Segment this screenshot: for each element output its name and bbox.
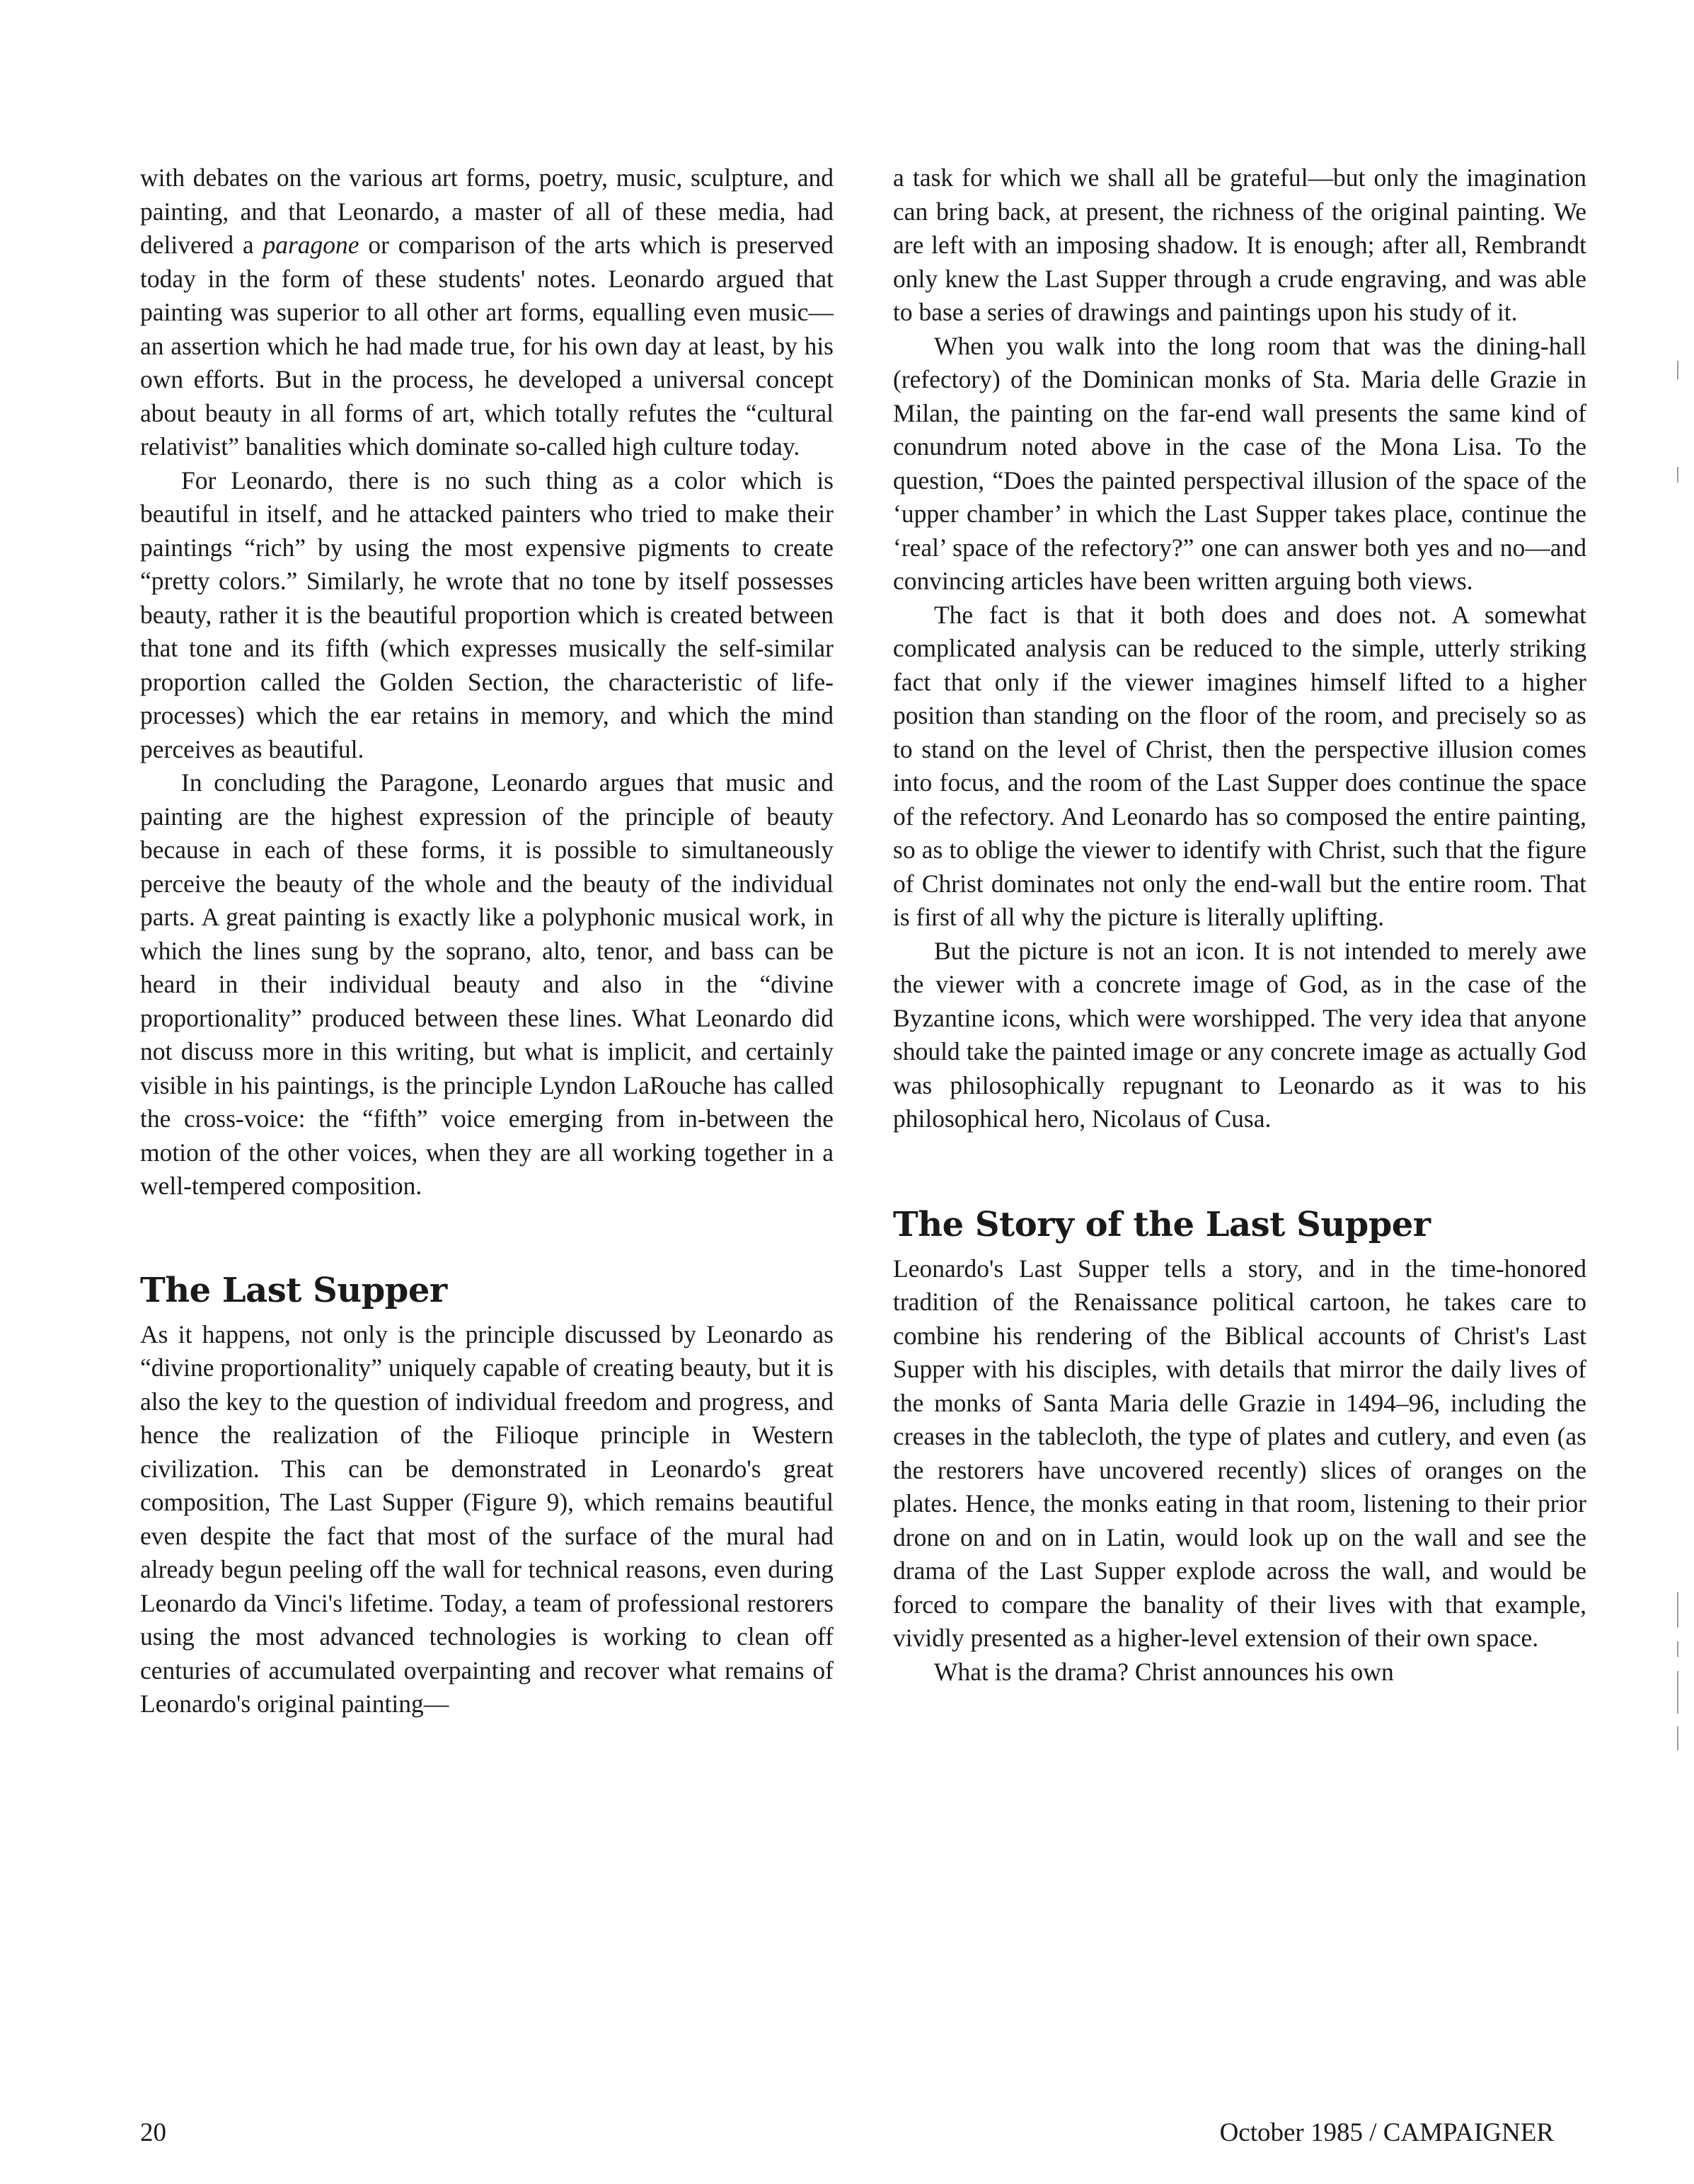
scan-artifact <box>1677 1641 1678 1657</box>
section-heading-last-supper: The Last Supper <box>140 1270 447 1310</box>
left-column <box>140 161 834 1721</box>
section-heading-story: The Story of the Last Supper <box>893 1204 1431 1244</box>
paragraph: But the picture is not an icon. It is not intended to merely awe the viewer with a concrete image of God, as in the case of the Byzantine icons, which were worshipped. The very idea that anyone should take the painted image or any concrete image as actually God was philosophically repugnant to Leonardo as it was to his philosophical hero, Nicolaus of Cusa. <box>893 936 1586 1133</box>
paragraph: In concluding the Paragone, Leonardo argues that music and painting are the highest expression of the principle of beauty because in each of these forms, it is possible to simultaneously perceive the beauty of the whole and the beauty of the individual parts. A great painting is exactly like a polyphonic musical work, in which the lines sung by the soprano, alto, tenor, and bass can be heard in their individual beauty and also in the “divine proportionality” produced between these lines. What Leonardo did not discuss more in this writing, but what is implicit, and certainly visible in his paintings, is the principle Lyndon LaRouche has called the cross-voice: the “fifth” voice emerging from in-between the motion of the other voices, when they are all working together in a well-tempered composition. <box>140 768 834 1200</box>
paragraph: with debates on the various art forms, poetry, music, sculpture, and painting, and that Leonardo, a master of all of these media, had delivered a paragone or comparison of the arts which is preserved today in the form of these students' notes. Leonardo argued that painting was superior to all other art forms, equalling even music—an assertion which he had made true, for his own day at least, by his own efforts. But in the process, he developed a universal concept about beauty in all forms of art, which totally refutes the “cultural relativist” banalities which dominate so-called high culture today. <box>140 163 834 461</box>
scan-artifact <box>1677 361 1678 379</box>
page-number: 20 <box>140 2118 166 2147</box>
paragraph: As it happens, not only is the principle discussed by Leonardo as “divine proportionality” uniquely capable of creating beauty, but it is also the key to the question of individual freedom and progress, and hence the realization of the Filioque principle in Western civilization. This can be demonstrated in Leonardo's great composition, The Last Supper (Figure 9), which remains beautiful even despite the fact that most of the surface of the mural had already begun peeling off the wall for technical reasons, even during Leonardo da Vinci's lifetime. Today, a team of professional restorers using the most advanced technologies is working to clean off centuries of accumulated overpainting and recover what remains of Leonardo's original painting— <box>140 1319 834 1718</box>
paragraph: What is the drama? Christ announces his own <box>934 1657 1394 1686</box>
paragraph: Leonardo's Last Supper tells a story, and in the time-honored tradition of the Renaissance political cartoon, he takes care to combine his rendering of the Biblical accounts of Christ's Last Supper with his disciples, with details that mirror the daily lives of the monks of Santa Maria delle Grazie in 1494–96, including the creases in the tablecloth, the type of plates and cutlery, and even (as the restorers have uncovered recently) slices of oranges on the plates. Hence, the monks eating in that room, listening to their prior drone on and on in Latin, would look up on the wall and see the drama of the Last Supper explode across the wall, and would be forced to compare the banality of their lives with that example, vividly presented as a higher-level extension of their own space. <box>893 1254 1586 1652</box>
issue-line: October 1985 / CAMPAIGNER <box>1219 2118 1554 2147</box>
scan-artifact <box>1677 1726 1678 1750</box>
paragraph: a task for which we shall all be grateful—but only the imagination can bring back, at present, the richness of the original painting. We are left with an imposing shadow. It is enough; after all, Rembrandt only knew the Last Supper through a crude engraving, and was able to base a series of drawings and paintings upon his study of it. <box>893 163 1586 326</box>
scan-artifact <box>1677 1592 1678 1627</box>
paragraph: For Leonardo, there is no such thing as a color which is beautiful in itself, and he attacked painters who tried to make their paintings “rich” by using the most expensive pigments to create “pretty colors.” Similarly, he wrote that no tone by itself possesses beauty, rather it is the beautiful proportion which is created between that tone and its fifth (which expresses musically the self-similar proportion called the Golden Section, the characteristic of life-processes) which the ear retains in memory, and which the mind perceives as beautiful. <box>140 466 834 763</box>
paragraph: The fact is that it both does and does not. A somewhat complicated analysis can be reduced to the simple, utterly striking fact that only if the viewer imagines himself lifted to a higher position than standing on the floor of the room, and precisely so as to stand on the level of Christ, then the perspective illusion comes into focus, and the room of the Last Supper does continue the space of the refectory. And Leonardo has so composed the entire painting, so as to oblige the viewer to identify with Christ, such that the figure of Christ dominates not only the end-wall but the entire room. That is first of all why the picture is literally uplifting. <box>893 600 1586 931</box>
right-column <box>893 161 1586 1689</box>
italic-term: paragone <box>263 231 359 259</box>
scan-artifact <box>1677 467 1678 483</box>
scan-artifact <box>1677 1671 1678 1714</box>
paragraph: When you walk into the long room that was the dining-hall (refectory) of the Dominican monks of Sta. Maria delle Grazie in Milan, the painting on the far-end wall presents the same kind of conundrum noted above in the case of the Mona Lisa. To the question, “Does the painted perspectival illusion of the space of the ‘upper chamber’ in which the Last Supper takes place, continue the ‘real’ space of the refectory?” one can answer both yes and no—and convincing articles have been written arguing both views. <box>893 331 1586 595</box>
